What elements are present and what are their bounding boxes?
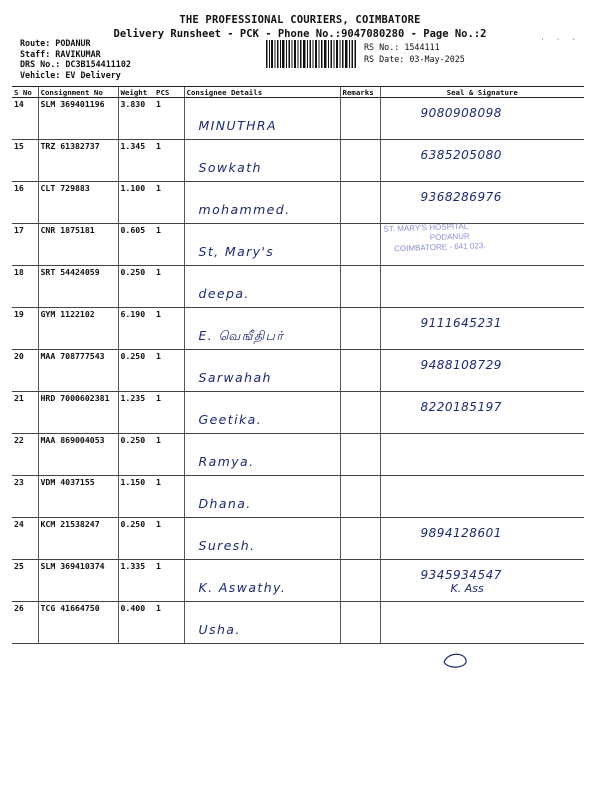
staff-field: Staff: RAVIKUMAR [20, 48, 101, 59]
consignee-handwriting: E. வெஙீதிபர் [198, 328, 285, 343]
consignee-handwriting: St, Mary's [198, 244, 275, 259]
cell-consignment-no: HRD 7000602381 [38, 392, 118, 434]
cell-sno: 15 [12, 140, 38, 182]
col-header-pcs: PCS [154, 87, 184, 98]
cell-consignee [184, 224, 340, 266]
consignee-handwriting: Sowkath [198, 160, 262, 175]
consignee-handwriting: mohammed. [198, 202, 291, 217]
stamp-line-3: COIMBATORE - 641 023. [394, 241, 486, 254]
cell-consignee [184, 350, 340, 392]
cell-weight: 1.235 [118, 392, 154, 434]
cell-consignee [184, 140, 340, 182]
table-row [12, 140, 584, 182]
col-header-sno: S No [12, 87, 38, 98]
cell-consignment-no: CNR 1875181 [38, 224, 118, 266]
cell-consignment-no: KCM 21538247 [38, 518, 118, 560]
cell-pcs: 1 [154, 350, 184, 392]
runsheet-table [12, 86, 584, 644]
cell-signature [380, 266, 584, 308]
col-header-remarks: Remarks [340, 87, 380, 98]
cell-remarks [340, 560, 380, 602]
cell-remarks [340, 224, 380, 266]
table-header-row [12, 87, 584, 98]
cell-consignee [184, 266, 340, 308]
cell-weight: 0.250 [118, 518, 154, 560]
consignee-handwriting: Ramya. [198, 454, 255, 469]
cell-sno: 16 [12, 182, 38, 224]
cell-remarks [340, 98, 380, 140]
cell-remarks [340, 518, 380, 560]
cell-consignment-no: MAA 708777543 [38, 350, 118, 392]
cell-signature [380, 518, 584, 560]
cell-sno: 19 [12, 308, 38, 350]
consignee-handwriting: Suresh. [198, 538, 256, 553]
cell-pcs: 1 [154, 98, 184, 140]
cell-weight: 1.150 [118, 476, 154, 518]
consignee-handwriting: deepa. [198, 286, 250, 301]
route-field: Route: PODANUR [20, 38, 91, 48]
cell-consignment-no: CLT 729883 [38, 182, 118, 224]
stamp-line-2: PODANUR [429, 231, 470, 243]
cell-weight: 0.250 [118, 350, 154, 392]
cell-sno: 24 [12, 518, 38, 560]
col-header-consignment: Consignment No [38, 87, 118, 98]
consignee-handwriting: Sarwahah [198, 370, 272, 385]
table-row [12, 434, 584, 476]
signature-handwriting: 8220185197 [420, 400, 502, 414]
signature-handwriting: 9368286976 [420, 190, 502, 204]
cell-pcs: 1 [154, 476, 184, 518]
consignee-handwriting: Geetika. [198, 412, 263, 427]
barcode-image [266, 40, 356, 68]
cell-consignee [184, 476, 340, 518]
cell-signature [380, 434, 584, 476]
cell-consignee [184, 518, 340, 560]
cell-signature [380, 560, 584, 602]
cell-remarks [340, 476, 380, 518]
cell-signature [380, 140, 584, 182]
table-row [12, 602, 584, 644]
consignee-handwriting: MINUTHRA [198, 118, 277, 133]
cell-sno: 20 [12, 350, 38, 392]
runsheet-meta-right [364, 41, 465, 65]
cell-pcs: 1 [154, 224, 184, 266]
cell-pcs: 1 [154, 308, 184, 350]
cell-remarks [340, 182, 380, 224]
col-header-signature: Seal & Signature [380, 87, 584, 98]
cell-consignment-no: TRZ 61382737 [38, 140, 118, 182]
cell-signature [380, 182, 584, 224]
cell-sno: 14 [12, 98, 38, 140]
cell-sno: 18 [12, 266, 38, 308]
cell-remarks [340, 392, 380, 434]
cell-signature [380, 308, 584, 350]
table-row [12, 350, 584, 392]
cell-weight: 3.830 [118, 98, 154, 140]
cell-signature [380, 602, 584, 644]
cell-consignee [184, 434, 340, 476]
cell-consignee [184, 182, 340, 224]
cell-sno: 21 [12, 392, 38, 434]
cell-consignment-no: VDM 4037155 [38, 476, 118, 518]
cell-remarks [340, 266, 380, 308]
cell-pcs: 1 [154, 602, 184, 644]
drs-field: DRS No.: DC3B154411102 [20, 59, 131, 69]
table-row [12, 308, 584, 350]
rs-date-field: RS Date: 03-May-2025 [364, 54, 465, 64]
cell-consignee [184, 308, 340, 350]
cell-consignee [184, 98, 340, 140]
col-header-consignee: Consignee Details [184, 87, 340, 98]
cell-signature [380, 98, 584, 140]
signature-handwriting: 9345934547 [420, 568, 502, 582]
table-row [12, 182, 584, 224]
signature-handwriting: 6385205080 [420, 148, 502, 162]
cell-weight: 0.605 [118, 224, 154, 266]
cell-remarks [340, 308, 380, 350]
cell-remarks [340, 140, 380, 182]
consignee-handwriting: Usha. [198, 622, 241, 637]
table-row [12, 518, 584, 560]
cell-consignee [184, 602, 340, 644]
consignee-handwriting: K. Aswathy. [198, 580, 287, 595]
cell-consignment-no: SLM 369410374 [38, 560, 118, 602]
table-row [12, 392, 584, 434]
cell-pcs: 1 [154, 518, 184, 560]
cell-pcs: 1 [154, 392, 184, 434]
stamp-line-1: ST. MARY'S HOSPITAL [383, 221, 469, 234]
hospital-stamp [383, 219, 534, 266]
cell-signature [380, 392, 584, 434]
cell-pcs: 1 [154, 140, 184, 182]
document-title: THE PROFESSIONAL COURIERS, COIMBATORE [179, 14, 421, 26]
cell-sno: 17 [12, 224, 38, 266]
cell-remarks [340, 434, 380, 476]
cell-pcs: 1 [154, 560, 184, 602]
cell-sno: 25 [12, 560, 38, 602]
signature-handwriting: 9894128601 [420, 526, 502, 540]
cell-weight: 1.335 [118, 560, 154, 602]
signature-scribble [440, 650, 470, 670]
cell-consignment-no: SLM 369401196 [38, 98, 118, 140]
rs-number-field: RS No.: 1544111 [364, 42, 440, 52]
cell-sno: 22 [12, 434, 38, 476]
cell-weight: 1.100 [118, 182, 154, 224]
table-row [12, 98, 584, 140]
cell-sno: 23 [12, 476, 38, 518]
cell-consignment-no: MAA 869004053 [38, 434, 118, 476]
cell-consignment-no: TCG 41664750 [38, 602, 118, 644]
runsheet-meta-left [20, 38, 131, 80]
signature-handwriting: 9111645231 [420, 316, 502, 330]
cell-weight: 6.190 [118, 308, 154, 350]
vehicle-field: Vehicle: EV Delivery [20, 69, 121, 80]
signature-handwriting: 9080908098 [420, 106, 502, 120]
cell-signature [380, 350, 584, 392]
corner-marks: ˙ ˙ ˙ [540, 38, 580, 47]
cell-consignee [184, 560, 340, 602]
document-subtitle: Delivery Runsheet - PCK - Phone No.:9047080280 - Page No.:2 [113, 28, 487, 40]
col-header-weight: Weight [118, 87, 154, 98]
table-row [12, 560, 584, 602]
cell-remarks [340, 602, 380, 644]
cell-consignment-no: GYM 1122102 [38, 308, 118, 350]
cell-weight: 0.400 [118, 602, 154, 644]
cell-signature [380, 476, 584, 518]
consignee-handwriting: Dhana. [198, 496, 252, 511]
table-row [12, 266, 584, 308]
cell-pcs: 1 [154, 182, 184, 224]
signature-handwriting: 9488108729 [420, 358, 502, 372]
cell-sno: 26 [12, 602, 38, 644]
cell-consignment-no: SRT 54424059 [38, 266, 118, 308]
signature-initials: K. Ass [450, 582, 484, 595]
cell-weight: 1.345 [118, 140, 154, 182]
cell-remarks [340, 350, 380, 392]
cell-pcs: 1 [154, 434, 184, 476]
cell-weight: 0.250 [118, 266, 154, 308]
table-row [12, 476, 584, 518]
cell-pcs: 1 [154, 266, 184, 308]
cell-weight: 0.250 [118, 434, 154, 476]
cell-consignee [184, 392, 340, 434]
